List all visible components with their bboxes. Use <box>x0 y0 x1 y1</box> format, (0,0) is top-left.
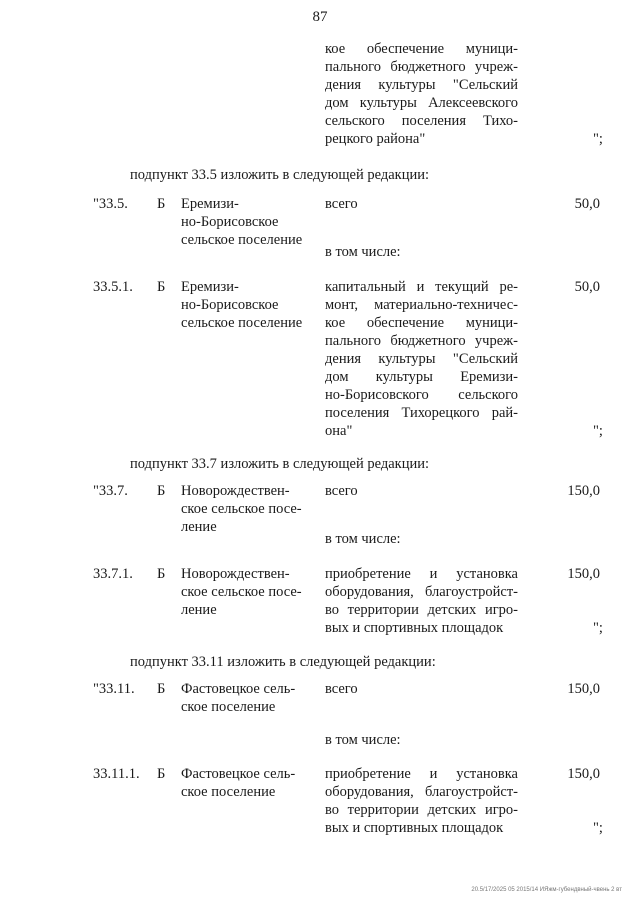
row-category: Б <box>157 279 166 295</box>
row-category: Б <box>157 196 166 212</box>
text-line: кое обеспечение муници- <box>325 41 518 57</box>
row-description: всего <box>325 681 358 697</box>
name-line: ское поселение <box>181 784 276 800</box>
desc-line: капитальный и текущий ре- <box>325 279 518 295</box>
row-number: "33.11. <box>93 681 135 697</box>
row-description <box>325 278 518 440</box>
desc-line: дения культуры "Сельский <box>325 351 518 367</box>
row-number: 33.5.1. <box>93 279 133 295</box>
row-amount: 150,0 <box>567 766 600 782</box>
row-description: всего <box>325 483 358 499</box>
row-amount: 50,0 <box>574 279 600 295</box>
name-line: Новорождествен- <box>181 483 290 499</box>
subsection-header: подпункт 33.11 изложить в следующей редакции: <box>130 654 436 670</box>
end-mark: "; <box>593 131 603 147</box>
desc-line: монт, материально-техничес- <box>325 297 518 313</box>
intro-text <box>325 40 518 148</box>
row-number: "33.7. <box>93 483 128 499</box>
text-line: пального бюджетного учреж- <box>325 59 518 75</box>
name-line: Фастовецкое сель- <box>181 681 296 697</box>
row-category: Б <box>157 681 166 697</box>
row-amount: 50,0 <box>574 196 600 212</box>
desc-line: оборудования, благоустройст- <box>325 784 518 800</box>
row-description <box>325 565 518 637</box>
row-number: "33.5. <box>93 196 128 212</box>
name-line: Еремизи- <box>181 196 239 212</box>
row-amount: 150,0 <box>567 483 600 499</box>
desc-line: оборудования, благоустройст- <box>325 584 518 600</box>
including-label: в том числе: <box>325 531 401 547</box>
end-mark: "; <box>593 620 603 636</box>
name-line: ление <box>181 602 217 618</box>
name-line: сельское поселение <box>181 315 303 331</box>
name-line: ское сельское посе- <box>181 501 302 517</box>
desc-line: кое обеспечение муници- <box>325 315 518 331</box>
desc-line: во территории детских игро- <box>325 802 518 818</box>
end-mark: "; <box>593 820 603 836</box>
including-label: в том числе: <box>325 244 401 260</box>
name-line: Еремизи- <box>181 279 239 295</box>
row-recipient <box>181 195 311 249</box>
text-line: рецкого района" <box>325 131 426 147</box>
name-line: сельское поселение <box>181 232 303 248</box>
row-recipient <box>181 680 311 716</box>
row-recipient <box>181 565 311 619</box>
desc-line: приобретение и установка <box>325 766 518 782</box>
name-line: ское сельское посе- <box>181 584 302 600</box>
desc-line: но-Борисовского сельского <box>325 387 518 403</box>
row-recipient <box>181 482 311 536</box>
row-description <box>325 765 518 837</box>
text-line: дом культуры Алексеевского <box>325 95 518 111</box>
row-category: Б <box>157 483 166 499</box>
including-label: в том числе: <box>325 732 401 748</box>
subsection-header: подпункт 33.7 изложить в следующей редакции: <box>130 456 430 472</box>
desc-line: вых и спортивных площадок <box>325 820 504 836</box>
desc-line: во территории детских игро- <box>325 602 518 618</box>
desc-line: она" <box>325 423 353 439</box>
page-number: 87 <box>312 9 328 25</box>
desc-line: пального бюджетного учреж- <box>325 333 518 349</box>
row-category: Б <box>157 566 166 582</box>
name-line: но-Борисовское <box>181 297 279 313</box>
name-line: ление <box>181 519 217 535</box>
subsection-header: подпункт 33.5 изложить в следующей редакции: <box>130 167 430 183</box>
row-category: Б <box>157 766 166 782</box>
row-recipient <box>181 278 311 332</box>
text-line: дения культуры "Сельский <box>325 77 518 93</box>
row-amount: 150,0 <box>567 566 600 582</box>
row-number: 33.7.1. <box>93 566 133 582</box>
row-description: всего <box>325 196 358 212</box>
name-line: Новорождествен- <box>181 566 290 582</box>
desc-line: поселения Тихорецкого рай- <box>325 405 518 421</box>
desc-line: вых и спортивных площадок <box>325 620 504 636</box>
desc-line: приобретение и установка <box>325 566 518 582</box>
name-line: ское поселение <box>181 699 276 715</box>
name-line: но-Борисовское <box>181 214 279 230</box>
end-mark: "; <box>593 423 603 439</box>
name-line: Фастовецкое сель- <box>181 766 296 782</box>
desc-line: дом культуры Еремизи- <box>325 369 518 385</box>
footer-stamp: 20.5/17/2025 05 2015/14 ИЯжм-губендвный-чвень 2 вт <box>471 887 622 893</box>
row-amount: 150,0 <box>567 681 600 697</box>
row-number: 33.11.1. <box>93 766 140 782</box>
row-recipient <box>181 765 311 801</box>
text-line: сельского поселения Тихо- <box>325 113 518 129</box>
